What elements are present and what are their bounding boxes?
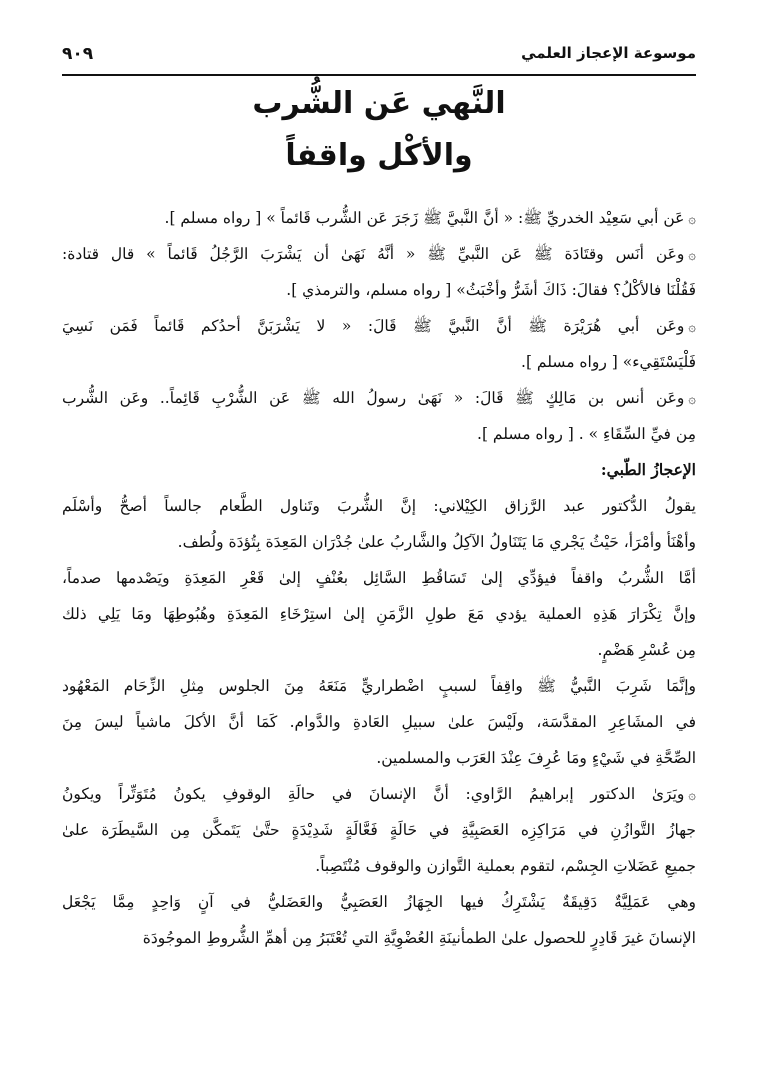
text-line: [62, 848, 696, 884]
line-text: مِن عُسْرِ هَضْمٍ.: [597, 641, 696, 659]
text-line: [62, 524, 696, 560]
section-heading: [62, 452, 696, 488]
ornament-bullet-icon: ۞: [688, 212, 696, 227]
running-header-title: موسوعة الإعجاز العلمي: [521, 44, 696, 62]
paragraph: [62, 308, 696, 380]
line-text: فَقُلْنَا فالأكْلُ؟ فقالَ: ذَاكَ أشَرُّ وأخْبَثُ» [ رواه مسلم، والترمذي ].: [286, 281, 696, 299]
body-text: [62, 200, 696, 956]
paragraph: [62, 776, 696, 884]
text-line: [62, 740, 696, 776]
paragraph: [62, 884, 696, 956]
paragraph: [62, 200, 696, 236]
chapter-title-line2: والأكْل واقفاً: [285, 138, 473, 173]
line-text: أمَّا الشُّربُ واقفاً فيؤدِّي إلىٰ تَسَاقُطِ السَّائِل بعُنْفٍ إلىٰ قَعْرِ المَعِدَةِ ويَصْدمها صدماً،: [62, 569, 696, 587]
text-line: [62, 308, 696, 344]
line-text: وإنَّ تِكْرَارَ هَذِهِ العملية يؤدي مَعَ طولِ الزَّمَنِ إلىٰ استِرْخَاءِ المَعِدَةِ وهُبُوطِهَا ومَا يَلِي ذلك: [62, 605, 696, 623]
text-line: [62, 200, 696, 236]
text-line: [62, 452, 696, 488]
text-line: [62, 884, 696, 920]
header-divider: [62, 74, 696, 76]
chapter-title-line1: النَّهي عَن الشُّرب: [252, 86, 506, 121]
line-text: وعَن أبي هُرَيْرَة ﷺ أنَّ النَّبيَّ ﷺ قَالَ: « لا يَشْرَبَنَّ أحدُكم قَائماً فَمَن نَسِيَ: [62, 317, 685, 335]
text-line: [62, 632, 696, 668]
line-text: يقولُ الدُّكتور عبد الرَّزاق الكِيْلاني: إنَّ الشُّربَ وتَناول الطَّعام جالساً أصحُّ وأسْلَم: [62, 497, 696, 515]
ornament-bullet-icon: ۞: [688, 248, 696, 263]
line-text: جميعِ عَضَلاتِ الجِسْم، لتقوم بعملية التَّوازن والوقوف مُنْتَصِباً.: [315, 857, 696, 875]
line-text: وعَن أنَس وقتَادَة ﷺ عَن النَّبيِّ ﷺ « أنَّهُ نَهَىٰ أن يَشْرَبَ الرَّجُلُ قَائماً » قال قتادة:: [62, 245, 685, 263]
text-line: [62, 776, 696, 812]
text-line: [62, 596, 696, 632]
text-line: [62, 416, 696, 452]
text-line: [62, 560, 696, 596]
paragraph: [62, 236, 696, 308]
page-number: ٩٠٩: [62, 44, 94, 64]
line-text: وهي عَمَلِيَّةٌ دَقِيقَةٌ يَشْتَرِكُ فيها الجِهَازُ العَصَبِيُّ والعَضَليُّ في آنٍ وَاحِدٍ مِمَّا يَجْعَل: [62, 893, 696, 911]
text-line: [62, 272, 696, 308]
ornament-bullet-icon: ۞: [688, 788, 696, 803]
line-text: مِن فيِّ السِّقَاءِ » . [ رواه مسلم ].: [477, 425, 696, 443]
line-text: جهازُ التَّوازُنِ في مَرَاكِزِه العَصَبِيَّةِ في حَالَةٍ فَعَّالَةٍ شَدِيْدَةٍ حتَّىٰ يَتَمكَّن مِن السَّيطَرَة علىٰ: [62, 821, 696, 839]
text-line: [62, 704, 696, 740]
line-text: وأهْنَأ وأمْرَأ، حَيْثُ يَجْري مَا يَتَنَاولُ الآكِلُ والشَّاربُ علىٰ جُدْرَان المَعِدَة بِتُؤدَة ولُطف.: [177, 533, 696, 551]
ornament-bullet-icon: ۞: [688, 320, 696, 335]
text-line: [62, 380, 696, 416]
ornament-bullet-icon: ۞: [688, 392, 696, 407]
line-text: الإنسانَ غيرَ قَادِرٍ للحصول علىٰ الطمأنينَةِ العُضْوِيَّةِ التي تُعْتَبَرُ مِن أهمِّ الشُّروطِ الموجُودَة: [142, 929, 696, 947]
text-line: [62, 488, 696, 524]
paragraph: [62, 560, 696, 668]
line-text: الصِّحَّةِ في شَيْءٍ ومَا عُرِفَ عِنْدَ العَرَب والمسلمين.: [376, 749, 696, 767]
text-line: [62, 236, 696, 272]
line-text: الإعجازُ الطّبي:: [600, 460, 696, 479]
text-line: [62, 344, 696, 380]
text-line: [62, 920, 696, 956]
paragraph: [62, 488, 696, 560]
page-header: [62, 44, 696, 72]
line-text: وإنَّمَا شَرِبَ النَّبيُّ ﷺ واقِفاً لسببٍ اضْطراريٍّ مَنَعَهُ مِنَ الجلوس مِثلِ الزِّحَام المَعْهُود: [62, 677, 696, 695]
paragraph: [62, 668, 696, 776]
line-text: في المشَاعِرِ المقدَّسَة، ولَيْسَ علىٰ سبيلِ العَادةِ والدَّوام. كَمَا أنَّ الأكلَ ماشياً ليسَ مِنَ: [62, 713, 696, 731]
line-text: ويَرَىٰ الدكتور إبراهيمُ الرَّاوي: أنَّ الإنسانَ في حالَةِ الوقوفِ يكونُ مُتَوَتِّراً ويكونُ: [62, 785, 685, 803]
text-line: [62, 668, 696, 704]
line-text: وعَن أنس بن مَالِكٍ ﷺ قَالَ: « نَهَىٰ رسولُ الله ﷺ عَن الشُّرْبِ قَائِماً.. وعَن الشُّرب: [62, 389, 685, 407]
line-text: فَلْيَسْتَقِيء» [ رواه مسلم ].: [521, 353, 696, 371]
text-line: [62, 812, 696, 848]
line-text: عَن أبي سَعِيْد الخدريِّ ﷺ: « أنَّ النَّبيَّ ﷺ زَجَرَ عَن الشُّرب قَائماً » [ رواه مسلم ].: [164, 209, 685, 227]
paragraph: [62, 380, 696, 452]
